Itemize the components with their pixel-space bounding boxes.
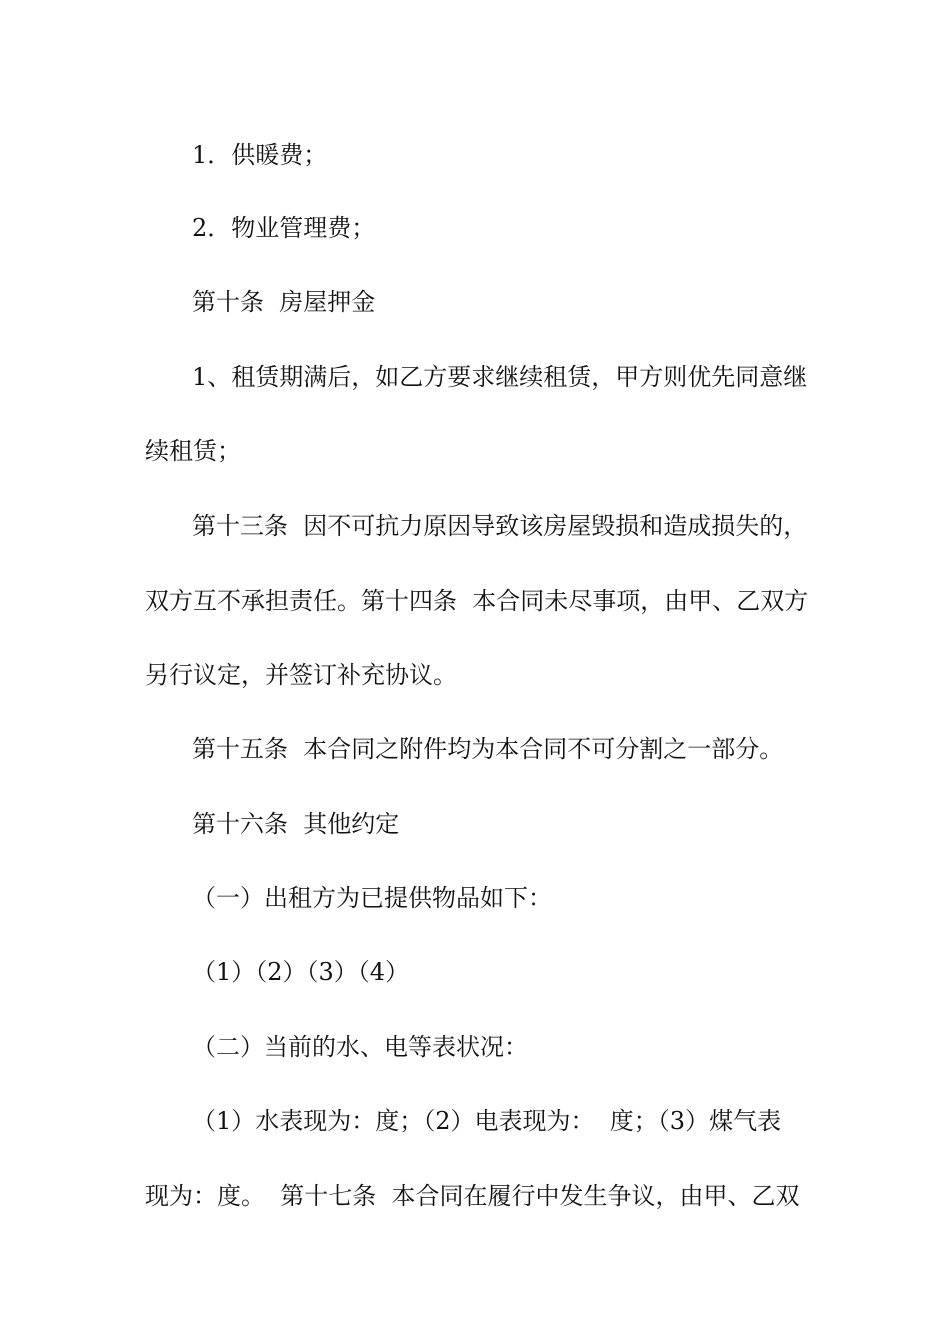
paragraph-line: 双方互不承担责任。第十四条 本合同未尽事项，由甲、乙双方 bbox=[145, 587, 809, 615]
paragraph-line: 1．供暖费； bbox=[192, 141, 328, 169]
paragraph-line: 1、租赁期满后，如乙方要求继续租赁，甲方则优先同意继 bbox=[192, 363, 808, 391]
section-heading: 第十条 房屋押金 bbox=[192, 288, 376, 316]
section-heading: 第十六条 其他约定 bbox=[192, 810, 400, 838]
paragraph-line: 2．物业管理费； bbox=[192, 214, 376, 242]
paragraph-line: 第十三条 因不可抗力原因导致该房屋毁损和造成损失的， bbox=[192, 512, 808, 540]
paragraph-line: （一）出租方为已提供物品如下： bbox=[192, 884, 552, 912]
paragraph-line: 续租赁； bbox=[145, 437, 241, 465]
paragraph-line: （二）当前的水、电等表状况： bbox=[192, 1033, 528, 1061]
paragraph-line: （1）水表现为：度；（2）电表现为： 度；（3）煤气表 bbox=[192, 1107, 782, 1135]
paragraph-line: 第十五条 本合同之附件均为本合同不可分割之一部分。 bbox=[192, 735, 784, 763]
paragraph-line: 现为：度。 第十七条 本合同在履行中发生争议，由甲、乙双 bbox=[145, 1182, 800, 1210]
paragraph-line: 另行议定，并签订补充协议。 bbox=[145, 661, 457, 689]
paragraph-line: （1）（2）（3）（4） bbox=[192, 958, 410, 986]
